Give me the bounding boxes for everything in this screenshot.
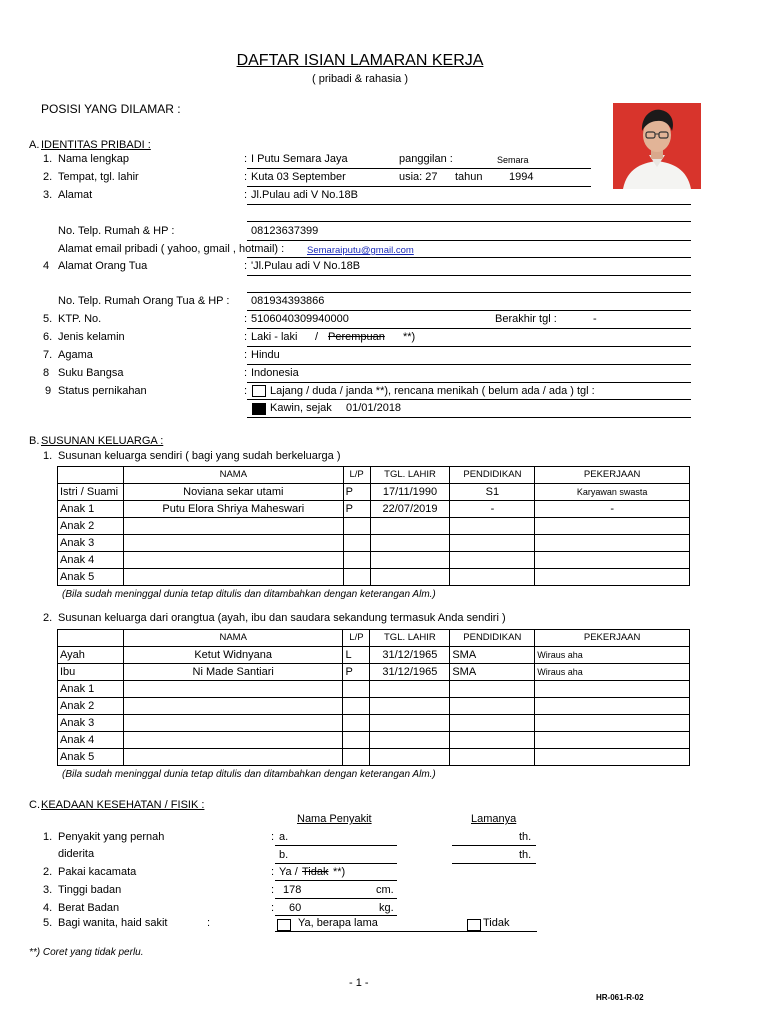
occupation-cell[interactable]: Karyawan swasta: [535, 484, 690, 501]
jk-perempuan[interactable]: Perempuan: [328, 331, 385, 343]
gender-cell[interactable]: [343, 698, 370, 715]
form-subtitle: ( pribadi & rahasia ): [312, 73, 408, 85]
berat-unit: kg.: [379, 902, 394, 914]
relation-cell: Anak 2: [58, 698, 124, 715]
colon: :: [244, 313, 248, 325]
colon: :: [244, 153, 248, 165]
table-row: [58, 569, 690, 586]
tahun-label: tahun: [455, 171, 483, 183]
status-label: Status pernikahan: [58, 385, 147, 397]
ttl-label: Tempat, tgl. lahir: [58, 171, 139, 183]
table-row: [58, 484, 690, 501]
occupation-cell[interactable]: Wiraus aha: [535, 647, 690, 664]
table-row: [58, 664, 690, 681]
section-a-heading: IDENTITAS PRIBADI :: [41, 139, 151, 151]
penyakit-label: Penyakit yang pernah: [58, 831, 165, 843]
occupation-cell[interactable]: [535, 569, 690, 586]
berat-label: Berat Badan: [58, 902, 120, 914]
item-number: 2.: [43, 612, 53, 624]
section-a-prefix: A.: [29, 139, 40, 151]
education-cell[interactable]: [450, 535, 535, 552]
education-cell[interactable]: [450, 698, 535, 715]
table-row: [58, 715, 690, 732]
birthdate-cell[interactable]: [370, 681, 450, 698]
occupation-cell[interactable]: [535, 681, 690, 698]
education-cell[interactable]: SMA: [450, 664, 535, 681]
relation-cell: Anak 4: [58, 732, 124, 749]
form-code: HR-061-R-02: [596, 993, 644, 1002]
col-lamanya: Lamanya: [471, 813, 517, 825]
page-number: - 1 -: [349, 977, 369, 989]
colon: :: [244, 349, 248, 361]
education-cell[interactable]: -: [450, 501, 535, 518]
section-c-heading: KEADAAN KESEHATAN / FISIK :: [41, 799, 205, 811]
birthdate-cell[interactable]: [370, 715, 450, 732]
table-row: [58, 698, 690, 715]
agama-value[interactable]: Hindu: [251, 349, 280, 361]
birthdate-cell[interactable]: 22/07/2019: [370, 501, 450, 518]
section-b-heading: SUSUNAN KELUARGA :: [41, 435, 164, 447]
birthdate-cell[interactable]: 17/11/1990: [370, 484, 450, 501]
colon: :: [271, 866, 275, 878]
telp-value[interactable]: 08123637399: [251, 225, 319, 237]
education-cell[interactable]: [450, 552, 535, 569]
relation-cell: Ayah: [58, 647, 124, 664]
birthdate-cell[interactable]: 31/12/1965: [370, 647, 450, 664]
colon: :: [244, 260, 248, 272]
colon: :: [271, 902, 275, 914]
jk-slash: /: [315, 331, 319, 343]
birthdate-cell[interactable]: [370, 732, 450, 749]
relation-cell: Anak 3: [58, 715, 124, 732]
education-cell[interactable]: [450, 681, 535, 698]
gender-cell[interactable]: [343, 681, 370, 698]
birthdate-cell[interactable]: [370, 552, 450, 569]
occupation-cell[interactable]: [535, 749, 690, 766]
gender-cell[interactable]: [343, 552, 370, 569]
relation-cell: Anak 1: [58, 501, 124, 518]
tahun-value[interactable]: 1994: [509, 171, 534, 183]
gender-cell[interactable]: L: [343, 647, 370, 664]
section-b-prefix: B.: [29, 435, 40, 447]
birthdate-cell[interactable]: [370, 569, 450, 586]
column-header: [58, 630, 124, 647]
column-header: TGL. LAHIR: [370, 630, 450, 647]
occupation-cell[interactable]: [535, 552, 690, 569]
column-header: PENDIDIKAN: [450, 467, 535, 484]
col-penyakit: Nama Penyakit: [297, 813, 372, 825]
table-row: [58, 749, 690, 766]
form-title: DAFTAR ISIAN LAMARAN KERJA: [236, 52, 484, 69]
suku-label: Suku Bangsa: [58, 367, 124, 379]
table-row: [58, 732, 690, 749]
birthdate-cell[interactable]: [370, 535, 450, 552]
table-row: [58, 501, 690, 518]
alamat-value[interactable]: Jl.Pulau adi V No.18B: [251, 189, 359, 201]
kacamata-ya[interactable]: Ya /: [279, 866, 298, 878]
family-table-2: [57, 629, 690, 766]
relation-cell: Ibu: [58, 664, 124, 681]
penyakit-b-label: b.: [279, 849, 289, 861]
name-cell[interactable]: [123, 681, 343, 698]
name-cell[interactable]: [123, 569, 343, 586]
column-header: PEKERJAAN: [535, 630, 690, 647]
relation-cell: Anak 1: [58, 681, 124, 698]
kacamata-label: Pakai kacamata: [58, 866, 137, 878]
table-row: [58, 647, 690, 664]
colon: :: [207, 917, 211, 929]
gender-cell[interactable]: [343, 569, 370, 586]
gender-cell[interactable]: [343, 749, 370, 766]
item-number: 9: [45, 385, 52, 397]
item-number: 2.: [43, 866, 53, 878]
relation-cell: Istri / Suami: [58, 484, 124, 501]
item-number: 4: [43, 260, 50, 272]
relation-cell: Anak 2: [58, 518, 124, 535]
education-cell[interactable]: S1: [450, 484, 535, 501]
ktp-label: KTP. No.: [58, 313, 102, 325]
applicant-photo: [613, 103, 701, 189]
table-note: (Bila sudah meninggal dunia tetap ditulis dan ditambahkan dengan keterangan Alm.): [62, 589, 436, 600]
relation-cell: Anak 5: [58, 569, 124, 586]
gender-cell[interactable]: [343, 518, 370, 535]
ortu-label: Alamat Orang Tua: [58, 260, 148, 272]
panggilan-value[interactable]: Semara: [497, 155, 529, 165]
item-number: 5.: [43, 917, 53, 929]
jk-label: Jenis kelamin: [58, 331, 125, 343]
penyakit-a-label: a.: [279, 831, 289, 843]
table-header-row: [58, 467, 690, 484]
penyakit-label-2: diderita: [58, 848, 95, 860]
agama-label: Agama: [58, 349, 93, 361]
colon: :: [271, 831, 275, 843]
column-header: NAMA: [123, 467, 343, 484]
column-header: L/P: [343, 630, 370, 647]
name-cell[interactable]: [123, 732, 343, 749]
birthdate-cell[interactable]: [370, 518, 450, 535]
occupation-cell[interactable]: [535, 715, 690, 732]
th-label: th.: [519, 831, 532, 843]
table-row: [58, 552, 690, 569]
status-lajang-label: Lajang / duda / janda **), rencana menikah ( belum ada / ada ) tgl :: [270, 385, 595, 397]
telp-label: No. Telp. Rumah & HP :: [58, 225, 175, 237]
gender-cell[interactable]: [343, 732, 370, 749]
colon: :: [244, 171, 248, 183]
footer-note: **) Coret yang tidak perlu.: [29, 947, 144, 958]
birthdate-cell[interactable]: [370, 698, 450, 715]
alamat-label: Alamat: [58, 189, 93, 201]
column-header: PENDIDIKAN: [450, 630, 535, 647]
section-b-sub2: Susunan keluarga dari orangtua (ayah, ibu dan saudara sekandung termasuk Anda sendiri ): [58, 612, 506, 624]
table-row: [58, 681, 690, 698]
item-number: 4.: [43, 902, 53, 914]
item-number: 1.: [43, 153, 53, 165]
name-cell[interactable]: [123, 698, 343, 715]
birthdate-cell[interactable]: 31/12/1965: [370, 664, 450, 681]
berakhir-value[interactable]: -: [593, 313, 597, 325]
colon: :: [244, 189, 248, 201]
status-kawin-label: Kawin, sejak: [270, 402, 332, 414]
gender-cell[interactable]: [343, 715, 370, 732]
occupation-cell[interactable]: [535, 535, 690, 552]
name-cell[interactable]: [123, 552, 343, 569]
name-cell[interactable]: Putu Elora Shriya Maheswari: [123, 501, 343, 518]
kacamata-tidak[interactable]: Tidak: [302, 866, 329, 878]
occupation-cell[interactable]: [535, 732, 690, 749]
suku-value[interactable]: Indonesia: [251, 367, 299, 379]
column-header: [58, 467, 124, 484]
colon: :: [244, 331, 248, 343]
email-link[interactable]: Semaraiputu@gmail.com: [307, 245, 414, 256]
telp-ortu-label: No. Telp. Rumah Orang Tua & HP :: [58, 295, 230, 307]
ttl-value[interactable]: Kuta 03 September: [251, 171, 346, 183]
column-header: PEKERJAAN: [535, 467, 690, 484]
education-cell[interactable]: [450, 749, 535, 766]
occupation-cell[interactable]: [535, 518, 690, 535]
relation-cell: Anak 4: [58, 552, 124, 569]
jk-laki[interactable]: Laki - laki: [251, 331, 298, 343]
occupation-cell[interactable]: Wiraus aha: [535, 664, 690, 681]
item-number: 3.: [43, 189, 53, 201]
column-header: TGL. LAHIR: [370, 467, 450, 484]
table-row: [58, 535, 690, 552]
th-label: th.: [519, 849, 532, 861]
name-cell[interactable]: Noviana sekar utami: [123, 484, 343, 501]
posisi-label: POSISI YANG DILAMAR :: [41, 102, 181, 116]
education-cell[interactable]: [450, 518, 535, 535]
section-b-sub1: Susunan keluarga sendiri ( bagi yang sudah berkeluarga ): [58, 450, 341, 462]
name-cell[interactable]: [123, 715, 343, 732]
gender-cell[interactable]: [343, 535, 370, 552]
ortu-value[interactable]: 'Jl.Pulau adi V No.18B: [251, 260, 361, 272]
haid-ya-checkbox[interactable]: [277, 919, 291, 931]
berakhir-label: Berakhir tgl :: [495, 313, 557, 325]
education-cell[interactable]: [450, 569, 535, 586]
panggilan-label: panggilan :: [399, 153, 453, 165]
tinggi-unit: cm.: [376, 884, 394, 896]
email-label: Alamat email pribadi ( yahoo, gmail , hotmail) :: [58, 243, 285, 255]
haid-label: Bagi wanita, haid sakit: [58, 917, 168, 929]
section-c-prefix: C.: [29, 799, 40, 811]
haid-tidak-checkbox[interactable]: [467, 919, 481, 931]
item-number: 8: [43, 367, 50, 379]
gender-cell[interactable]: P: [343, 484, 370, 501]
item-number: 1.: [43, 831, 53, 843]
gender-cell[interactable]: P: [343, 501, 370, 518]
table-note: (Bila sudah meninggal dunia tetap ditulis dan ditambahkan dengan keterangan Alm.): [62, 769, 436, 780]
table-header-row: [58, 630, 690, 647]
relation-cell: Anak 3: [58, 535, 124, 552]
education-cell[interactable]: SMA: [450, 647, 535, 664]
colon: :: [271, 884, 275, 896]
status-kawin-checkbox[interactable]: [252, 403, 266, 415]
education-cell[interactable]: [450, 715, 535, 732]
item-number: 7.: [43, 349, 53, 361]
name-cell[interactable]: [123, 535, 343, 552]
table-row: [58, 518, 690, 535]
item-number: 1.: [43, 450, 53, 462]
telp-ortu-value[interactable]: 081934393866: [251, 295, 325, 307]
haid-tidak-label: Tidak: [483, 917, 510, 929]
tinggi-value[interactable]: 178: [283, 884, 302, 896]
colon: :: [244, 367, 248, 379]
occupation-cell[interactable]: [535, 698, 690, 715]
status-kawin-date[interactable]: 01/01/2018: [346, 402, 402, 414]
item-number: 5.: [43, 313, 53, 325]
name-cell[interactable]: Ketut Widnyana: [123, 647, 343, 664]
status-lajang-checkbox[interactable]: [252, 385, 266, 397]
berat-value[interactable]: 60: [289, 902, 302, 914]
relation-cell: Anak 5: [58, 749, 124, 766]
name-cell[interactable]: [123, 749, 343, 766]
name-cell[interactable]: Ni Made Santiari: [123, 664, 343, 681]
jk-note: **): [403, 331, 416, 343]
name-cell[interactable]: [123, 518, 343, 535]
family-table-1: [57, 466, 690, 586]
ktp-value[interactable]: 5106040309940000: [251, 313, 349, 325]
occupation-cell[interactable]: -: [535, 501, 690, 518]
column-header: NAMA: [123, 630, 343, 647]
tinggi-label: Tinggi badan: [58, 884, 122, 896]
item-number: 3.: [43, 884, 53, 896]
education-cell[interactable]: [450, 732, 535, 749]
item-number: 2.: [43, 171, 53, 183]
gender-cell[interactable]: P: [343, 664, 370, 681]
kacamata-note: **): [333, 866, 346, 878]
nama-value[interactable]: I Putu Semara Jaya: [251, 153, 348, 165]
haid-ya-label: Ya, berapa lama: [298, 917, 378, 929]
column-header: L/P: [343, 467, 370, 484]
colon: :: [244, 385, 248, 397]
usia-label: usia: 27: [399, 171, 438, 183]
item-number: 6.: [43, 331, 53, 343]
nama-label: Nama lengkap: [58, 153, 129, 165]
birthdate-cell[interactable]: [370, 749, 450, 766]
